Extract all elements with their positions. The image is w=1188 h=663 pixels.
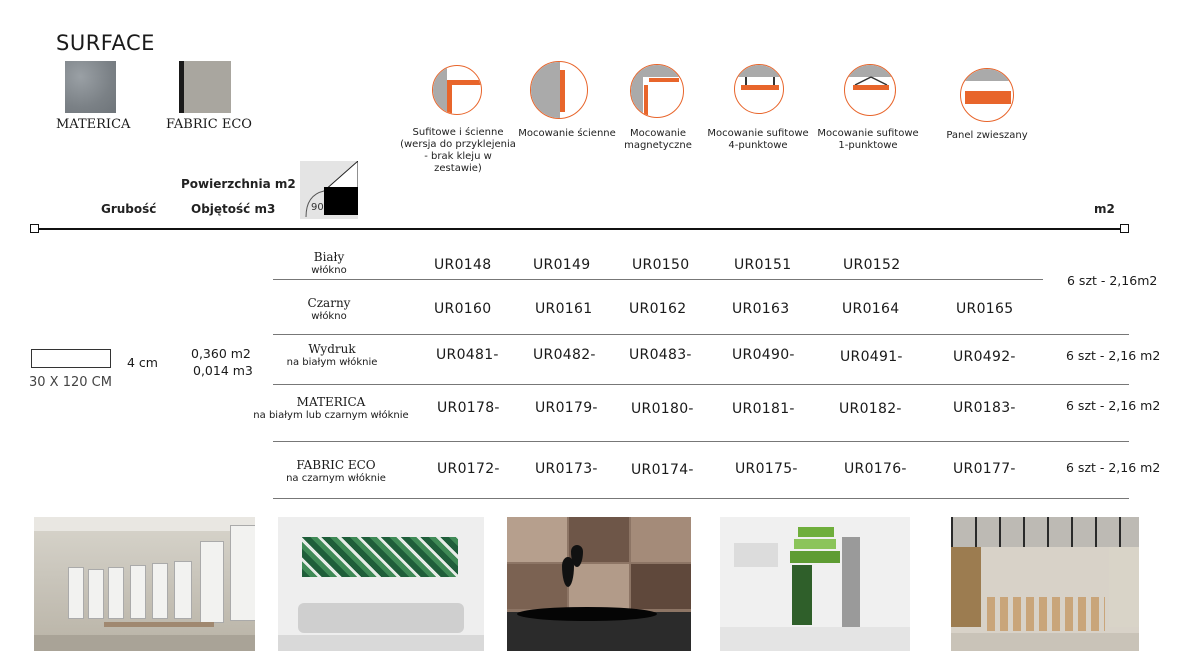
edge-angle-icon [300, 161, 358, 219]
row-name: Czarny [307, 296, 351, 310]
interior-photo-conference [951, 517, 1139, 651]
product-code: UR0176- [844, 461, 907, 477]
table-row-label [248, 395, 414, 423]
table-row-label [284, 250, 374, 278]
row-name: Biały [313, 250, 345, 264]
row-qty: 6 szt - 2,16 m2 [1066, 398, 1161, 413]
interior-photo-ceiling-panels [720, 517, 910, 651]
product-code: UR0150 [632, 257, 690, 273]
suspended-panel-icon [960, 68, 1014, 122]
interior-photo-lamps [507, 517, 691, 651]
ceiling-wall-mount-icon [432, 65, 482, 115]
product-code: UR0149 [533, 257, 591, 273]
table-row-label [276, 342, 388, 370]
product-code: UR0481- [436, 347, 499, 363]
wall-mount-icon [530, 61, 588, 119]
mount-label-ceiling-4pt: Mocowanie sufitowe 4-punktowe [707, 128, 809, 151]
product-code: UR0492- [953, 349, 1016, 365]
product-code: UR0151 [734, 257, 792, 273]
product-code: UR0491- [840, 349, 903, 365]
product-code: UR0179- [535, 400, 598, 416]
row-name: MATERICA [296, 395, 366, 409]
table-row-label [276, 458, 396, 486]
product-code: UR0178- [437, 400, 500, 416]
interior-photo-sofa [278, 517, 484, 651]
header-thickness: Grubość [101, 202, 157, 216]
mount-label-magnetic: Mocowanie magnetyczne [624, 128, 692, 151]
product-code: UR0163 [732, 301, 790, 317]
product-code: UR0490- [732, 347, 795, 363]
product-code: UR0174- [631, 462, 694, 478]
header-area: Powierzchnia m2 [181, 177, 296, 191]
header-volume: Objętość m3 [191, 202, 276, 216]
row-sub: włókno [311, 311, 347, 322]
product-thickness: 4 cm [127, 355, 158, 370]
row-sub: włókno [311, 265, 347, 276]
row-qty: 6 szt - 2,16m2 [1067, 273, 1158, 288]
product-code: UR0177- [953, 461, 1016, 477]
product-volume: 0,014 m3 [193, 363, 253, 378]
product-code: UR0180- [631, 401, 694, 417]
product-code: UR0482- [533, 347, 596, 363]
swatch-materica [65, 61, 116, 113]
product-code: UR0172- [437, 461, 500, 477]
row-separator [273, 498, 1129, 499]
row-qty: 6 szt - 2,16 m2 [1066, 348, 1161, 363]
product-code: UR0182- [839, 401, 902, 417]
row-sub: na czarnym włóknie [286, 473, 386, 484]
product-code: UR0161 [535, 301, 593, 317]
product-area: 0,360 m2 [191, 346, 251, 361]
table-row-label [284, 296, 374, 324]
product-size-shape [31, 349, 111, 368]
product-code: UR0164 [842, 301, 900, 317]
product-code: UR0183- [953, 400, 1016, 416]
row-name: Wydruk [308, 342, 356, 356]
product-code: UR0173- [535, 461, 598, 477]
row-separator [273, 334, 1129, 335]
row-separator [273, 441, 1129, 442]
page-title: SURFACE [56, 31, 155, 55]
product-code: UR0165 [956, 301, 1014, 317]
header-m2: m2 [1094, 202, 1115, 216]
rule-end-right [1120, 224, 1129, 233]
row-sub: na białym lub czarnym włóknie [253, 410, 409, 421]
product-code: UR0175- [735, 461, 798, 477]
rule-end-left [30, 224, 39, 233]
mount-label-wall: Mocowanie ścienne [518, 128, 616, 139]
row-separator [273, 384, 1129, 385]
product-code: UR0160 [434, 301, 492, 317]
row-sub: na białym włóknie [286, 357, 378, 368]
product-code: UR0148 [434, 257, 492, 273]
mount-label-ceiling-1pt: Mocowanie sufitowe 1-punktowe [817, 128, 919, 151]
row-separator [273, 279, 1043, 280]
swatch-fabric-eco [179, 61, 231, 113]
main-rule [34, 228, 1126, 230]
swatch-fabric-eco-label: FABRIC ECO [166, 117, 252, 132]
product-code: UR0181- [732, 401, 795, 417]
swatch-materica-label: MATERICA [56, 117, 131, 132]
product-code: UR0483- [629, 347, 692, 363]
angle-label: 90 [311, 202, 324, 213]
product-size: 30 X 120 CM [29, 375, 112, 390]
product-code: UR0162 [629, 301, 687, 317]
row-qty: 6 szt - 2,16 m2 [1066, 460, 1161, 475]
ceiling-4-point-mount-icon [734, 64, 784, 114]
mount-label-suspended: Panel zwieszany [946, 130, 1028, 141]
magnetic-mount-icon [630, 64, 684, 118]
interior-photo-dining [34, 517, 255, 651]
row-name: FABRIC ECO [296, 458, 376, 472]
product-code: UR0152 [843, 257, 901, 273]
ceiling-1-point-mount-icon [844, 64, 896, 116]
mount-label-ceiling-wall: Sufitowe i ścienne (wersja do przyklejenia - brak kleju w zestawie) [400, 127, 516, 174]
